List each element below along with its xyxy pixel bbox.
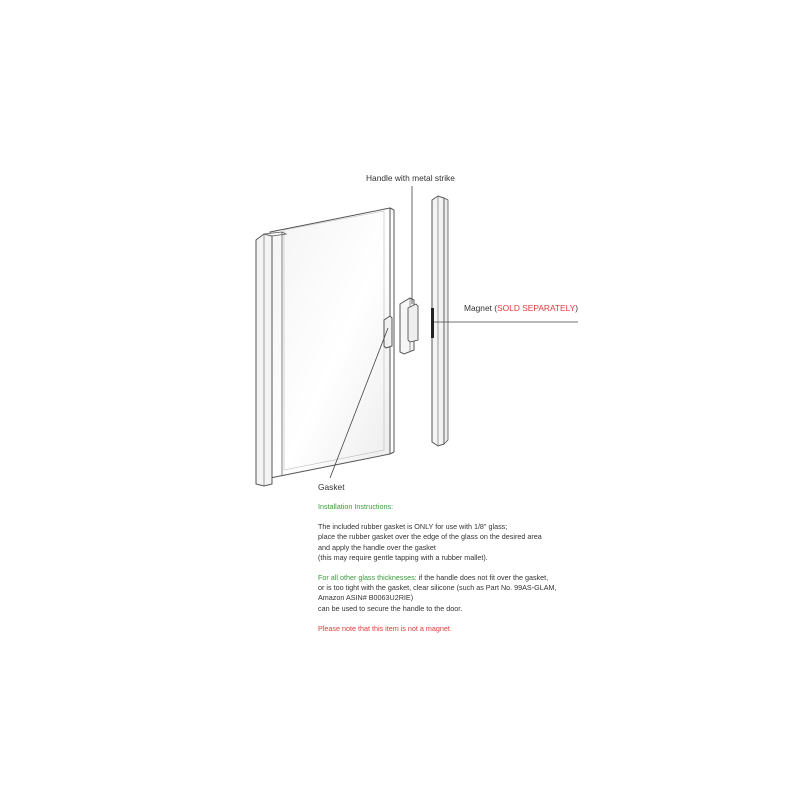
instruction-line <box>318 573 738 583</box>
instruction-line: Amazon ASIN# B0063U2RIE) <box>318 593 414 603</box>
right-strike-jamb <box>432 196 448 446</box>
handle-label: Handle with metal strike <box>366 173 455 183</box>
instructions-paragraph-1 <box>318 522 738 563</box>
instruction-line: place the rubber gasket over the edge of the glass on the desired area <box>318 532 542 542</box>
sold-separately-text: SOLD SEPARATELY <box>497 303 576 313</box>
instruction-line: (this may require gentle tapping with a rubber mallet). <box>318 552 488 562</box>
magnet-strip <box>431 308 434 338</box>
instruction-line: and apply the handle over the gasket <box>318 542 436 552</box>
instruction-line: can be used to secure the handle to the door. <box>318 603 463 613</box>
other-thickness-highlight: For all other glass thicknesses: <box>318 573 417 583</box>
not-a-magnet-note: Please note that this item is not a magnet. <box>318 623 452 633</box>
magnet-label-close: ) <box>575 303 579 313</box>
instruction-line: or is too tight with the gasket, clear silicone (such as Part No. 99AS-GLAM, <box>318 583 557 593</box>
instructions-paragraph-2 <box>318 573 738 614</box>
instruction-line-rest: if the handle does not fit over the gasket, <box>416 573 549 583</box>
magnet-label <box>464 303 578 314</box>
glass-door-panel <box>270 208 394 478</box>
magnet-label-text: Magnet ( <box>464 303 498 313</box>
gasket <box>384 316 392 348</box>
installation-instructions <box>318 502 738 644</box>
handle-with-metal-strike <box>400 298 418 354</box>
gasket-label: Gasket <box>318 482 345 492</box>
instructions-heading: Installation Instructions: <box>318 502 394 511</box>
instruction-line: The included rubber gasket is ONLY for use with 1/8" glass; <box>318 522 508 532</box>
